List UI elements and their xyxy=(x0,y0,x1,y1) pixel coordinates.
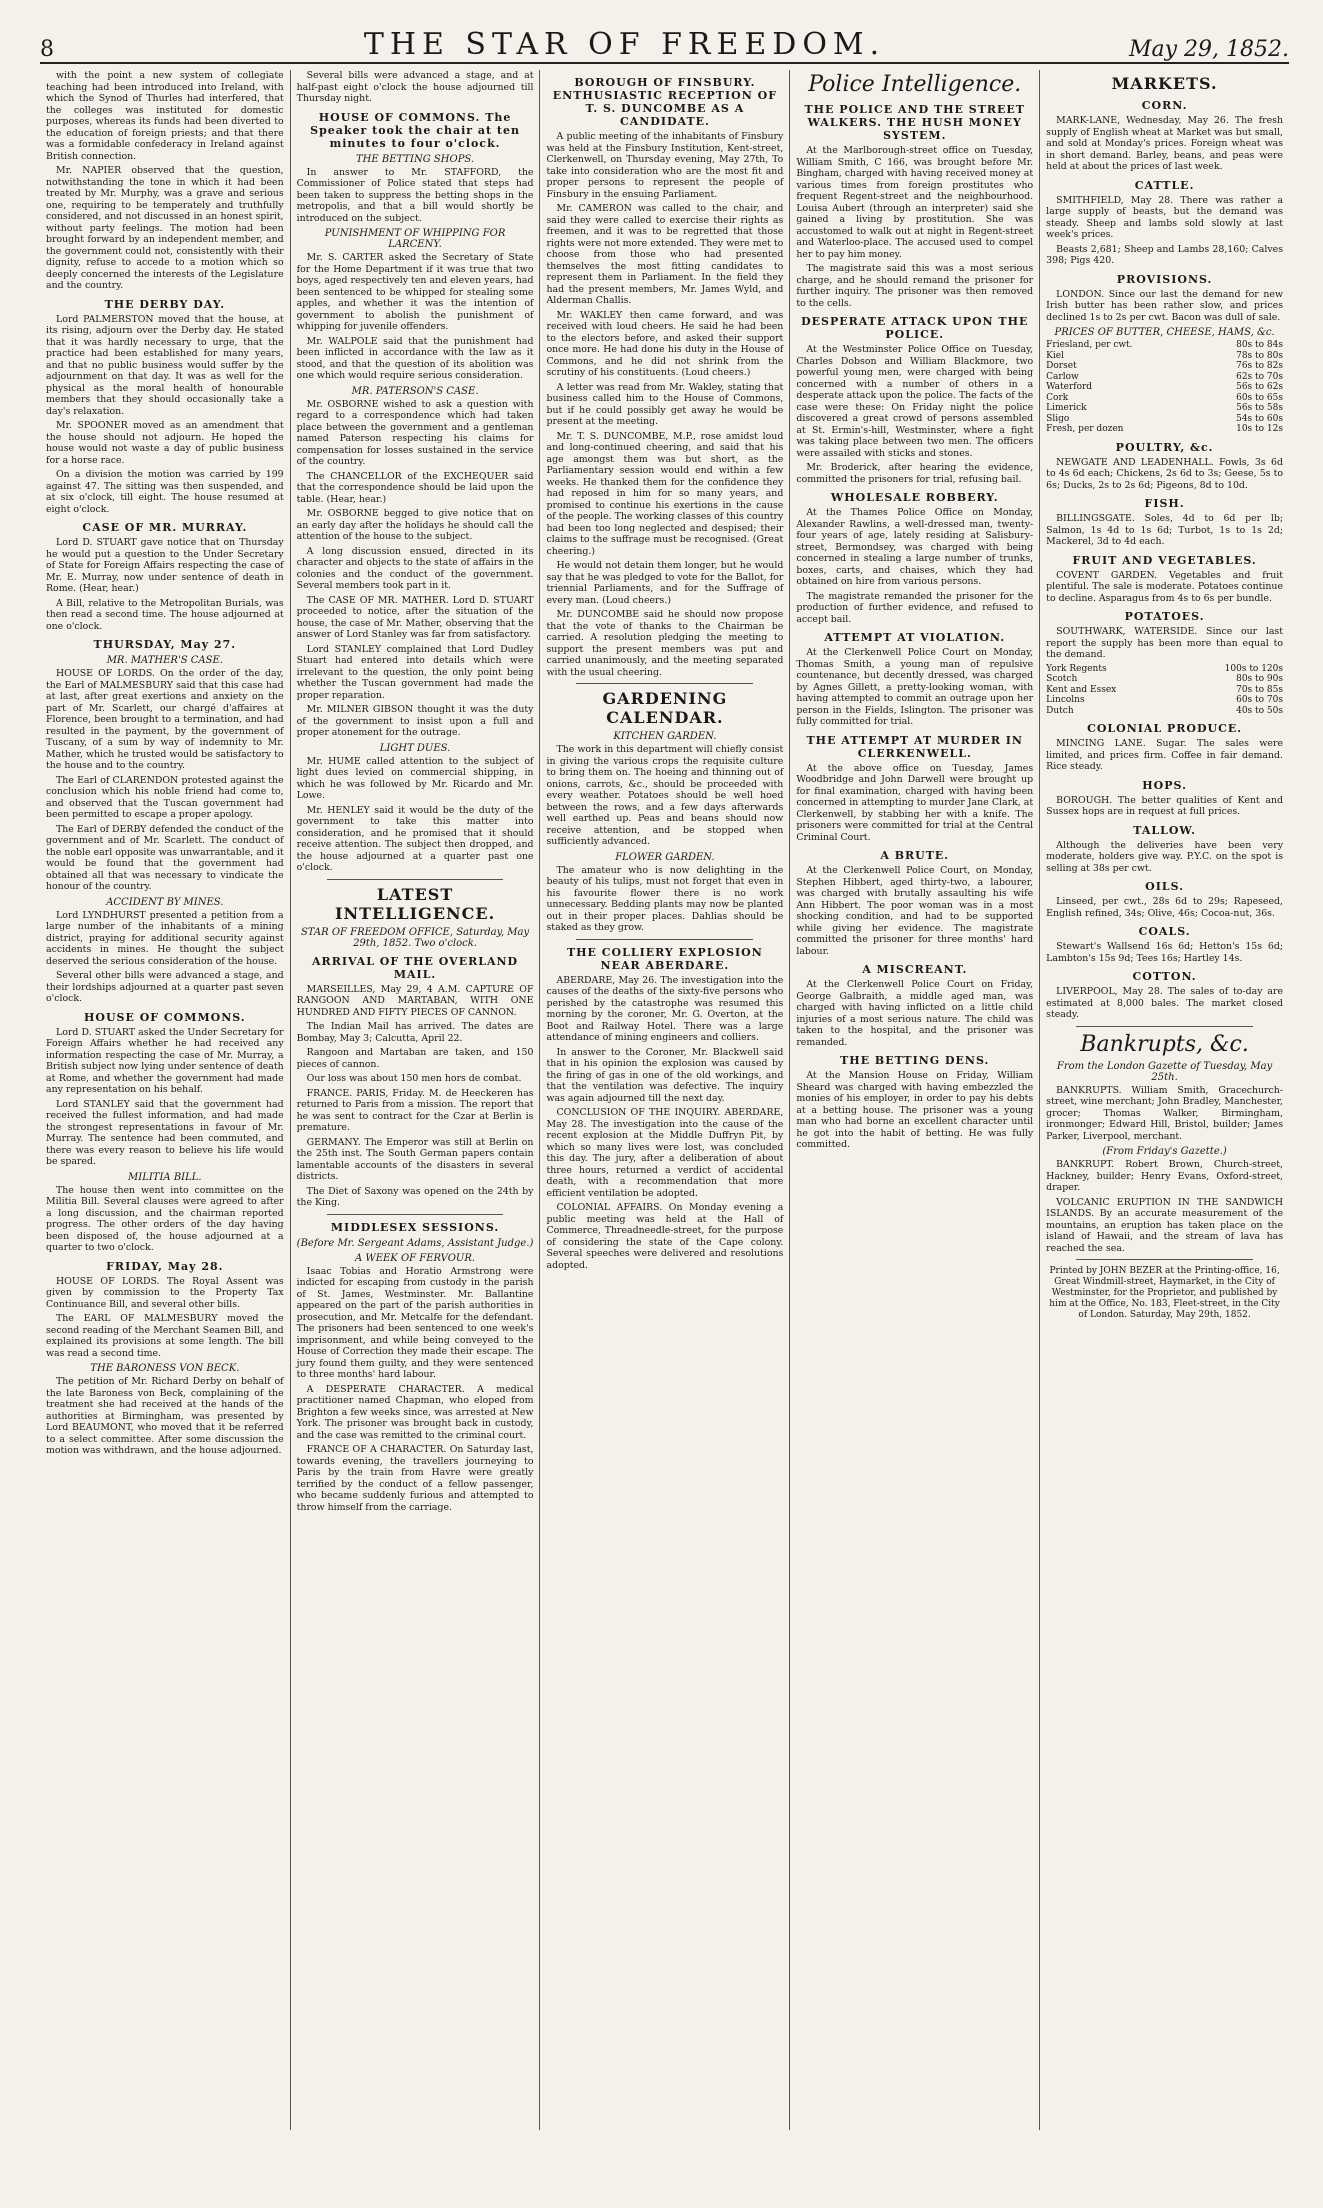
paragraph: The petition of Mr. Richard Derby on behalf of the late Baroness von Beck, complaining of the treatment she had received at the hands of the authorities at Birmingham, was presented by Lord BEAUMONT, who moved that it be referred to a select committee. After some discussion the motion was withdrawn, and the house adjourned. xyxy=(46,1376,284,1456)
price-row: Dorset 76s to 82s xyxy=(1046,361,1284,371)
paragraph: Mr. OSBORNE wished to ask a question with regard to a correspondence which had taken place between the government and a gentleman named Paterson respecting his claims for compensation for losses sustained in the service of the country. xyxy=(296,398,534,467)
column-1 xyxy=(40,70,290,2130)
section-heading: FRUIT AND VEGETABLES. xyxy=(1072,553,1257,567)
section-heading: THE DERBY DAY. xyxy=(104,297,226,311)
paragraph: At the Thames Police Office on Monday, Alexander Rawlins, a well-dressed man, twenty-four years of age, lately residing at Salisbury-street, Bermondsey, was charged with being concerned in stealing a large number of trunks, boxes, carts, and chaises, which they had obtained on hire from various persons. xyxy=(796,507,1034,587)
paragraph: BANKRUPT. Robert Brown, Church-street, Hackney, builder; Henry Evans, Oxford-street, draper. xyxy=(1046,1159,1284,1193)
paragraph: The Earl of CLARENDON protested against the conclusion which his noble friend had come to, and observed that the Tuscan government had been permitted to escape a proper apology. xyxy=(46,774,284,820)
section-heading: COTTON. xyxy=(1132,970,1197,983)
section-heading: COLONIAL PRODUCE. xyxy=(1087,722,1243,735)
paragraph: At the Mansion House on Friday, William Sheard was charged with having embezzled the monies of his employer, in order to pay his debts at a betting house. The prisoner was a young man who had borne an excellent character until he got into the habit of betting. He was fully committed. xyxy=(796,1070,1034,1150)
paragraph: Mr. SPOONER moved as an amendment that the house should not adjourn. He hoped the house would not waste a day of public business for a horse race. xyxy=(46,420,284,466)
section-heading: COALS. xyxy=(1138,925,1191,938)
paragraph: GERMANY. The Emperor was still at Berlin on the 25th inst. The South German papers contain lamentable accounts of the disasters in several districts. xyxy=(296,1136,534,1182)
section-heading: POTATOES. xyxy=(1124,610,1205,623)
paragraph: Mr. DUNCOMBE said he should now propose that the vote of thanks to the Chairman be carried. A resolution pledging the meeting to support the present members was put and carried unanimously, and the meeting separated with the usual cheering. xyxy=(546,609,784,678)
section-heading: HOUSE OF COMMONS. xyxy=(83,1010,246,1024)
paragraph: HOUSE OF LORDS. On the order of the day, the Earl of MALMESBURY said that this case had at last, after great exertions and anxiety on the part of Mr. Scarlett, our chargé d'affaires at Florence, been brought to a termination, and had resulted in the payment, by the government of Tuscany, of a sum by way of indemnity to Mr. Mather, which he trusted would be satisfactory to the house and to the country. xyxy=(46,668,284,771)
paragraph: At the Marlborough-street office on Tuesday, William Smith, C 166, was brought before Mr. Bingham, charged with having received money at various times from foreign prostitutes who frequent Regent-street and the neighbourhood. Louisa Aubert (through an interpreter) said she gained a living by prostitution. She was accustomed to walk out at night in Regent-street and Waterloo-place. The accused used to compel her to pay him money. xyxy=(796,145,1034,260)
paragraph: He would not detain them longer, but he would say that he was pledged to vote for the Ballot, for triennial Parliaments, and for the Suffrage of every man. (Loud cheers.) xyxy=(546,560,784,606)
paragraph: The Diet of Saxony was opened on the 24th by the King. xyxy=(296,1185,534,1208)
paragraph: Mr. S. CARTER asked the Secretary of State for the Home Department if it was true that two boys, aged respectively ten and eleven years, had been sentenced to be whipped for stealing some apples, and whether it was the intention of government to abolish the punishment of whipping for juvenile offenders. xyxy=(296,252,534,332)
paragraph: Although the deliveries have been very moderate, holders give way. P.Y.C. on the spot is selling at 38s per cwt. xyxy=(1046,839,1284,874)
paragraph: MARSEILLES, May 29, 4 A.M. CAPTURE OF RANGOON AND MARTABAN, WITH ONE HUNDRED AND FIFTY PIECES OF CANNON. xyxy=(296,983,534,1018)
paragraph: The magistrate remanded the prisoner for the production of further evidence, and refused to accept bail. xyxy=(796,590,1034,625)
paragraph: Lord PALMERSTON moved that the house, at its rising, adjourn over the Derby day. He stated that it was hardly necessary to urge, that the practice had been established for many years, and that no public business would suffer by the adjournment on that day. It was as well for the physical as the moral health of honourable members that they should occasionally take a day's relaxation. xyxy=(46,313,284,417)
section-heading: HOUSE OF COMMONS. The Speaker took the chair at ten minutes to four o'clock. xyxy=(310,110,520,150)
section-title: Police Intelligence. xyxy=(808,72,1022,97)
divider xyxy=(327,879,504,880)
section-heading: ATTEMPT AT VIOLATION. xyxy=(824,631,1006,644)
paragraph: The Indian Mail has arrived. The dates are Bombay, May 3; Calcutta, April 22. xyxy=(296,1021,534,1044)
paragraph: At the Clerkenwell Police Court, on Monday, Stephen Hibbert, aged thirty-two, a labourer, was charged with brutally assaulting his wife Ann Hibbert. The poor woman was in a most shocking condition, and had to be supported while giving her evidence. The magistrate committed the prisoner for three months' hard labour. xyxy=(796,865,1034,957)
paragraph: The amateur who is now delighting in the beauty of his tulips, must not forget that even in his favourite flower there is no work unnecessary. Bedding plants may now be planted out in their proper places. Dahlias should be staked as they grow. xyxy=(546,864,784,933)
paragraph: Linseed, per cwt., 28s 6d to 29s; Rapeseed, English refined, 34s; Olive, 46s; Cocoa-nut, 36s. xyxy=(1046,896,1284,919)
divider xyxy=(576,939,753,940)
paragraph: BILLINGSGATE. Soles, 4d to 6d per lb; Salmon, 1s 4d to 1s 6d; Turbot, 1s to 1s 2d; Mackerel, 3d to 4d each. xyxy=(1046,513,1284,547)
newspaper-title: THE STAR OF FREEDOM. xyxy=(363,27,886,62)
paragraph: At the Clerkenwell Police Court on Monday, Thomas Smith, a young man of repulsive countenance, but decently dressed, was charged by Agnes Gillett, a pretty-looking woman, with having attempted to commit an outrage upon her person in the Fields, Islington. The prisoner was fully committed for trial. xyxy=(796,647,1034,727)
section-title: GARDENING CALENDAR. xyxy=(602,689,728,727)
paragraph: Stewart's Wallsend 16s 6d; Hetton's 15s 6d; Lambton's 15s 9d; Tees 16s; Hartley 14s. xyxy=(1046,941,1284,964)
sub-heading: LIGHT DUES. xyxy=(379,742,451,754)
masthead xyxy=(40,22,1289,64)
section-title: MARKETS. xyxy=(1111,74,1218,93)
paragraph: Mr. HENLEY said it would be the duty of the government to take this matter into consideration, and he promised that it should receive attention. The subject then dropped, and the house adjourned at a quarter past one o'clock. xyxy=(296,804,534,873)
paragraph: MARK-LANE, Wednesday, May 26. The fresh supply of English wheat at Market was but small, and sold at Monday's prices. Foreign wheat was in short demand. Barley, beans, and peas were held at about the prices of last week. xyxy=(1046,115,1284,172)
paragraph: BANKRUPTS. William Smith, Gracechurch-street, wine merchant; John Bradley, Manchester, grocer; Thomas Walker, Birmingham, ironmonger; Edward Hill, Bristol, builder; James Parker, Liverpool, merchant. xyxy=(1046,1084,1284,1142)
price-row: Friesland, per cwt. 80s to 84s xyxy=(1046,340,1284,350)
column-5 xyxy=(1039,70,1289,2130)
paragraph: Isaac Tobias and Horatio Armstrong were indicted for escaping from custody in the parish of St. James, Westminster. Mr. Ballantine appeared on the part of the parish authorities in prosecution, and Mr. Metcalfe for the defendant. The prisoners had been sentenced to one week's imprisonment, and while being conveyed to the House of Correction they made their escape. The jury found them guilty, and they were sentenced to three months' hard labour. xyxy=(296,1265,534,1380)
section-heading: FRIDAY, May 28. xyxy=(106,1259,224,1273)
paragraph: At the Westminster Police Office on Tuesday, Charles Dobson and William Blackmore, two powerful young men, were charged with being concerned with a number of others in a desperate attack upon the police. The facts of the case were these: On Friday night the police discovered a great crowd of persons assembled at St. Ermin's-hill, Westminster, where a fight was taking place between two men. The officers were assailed with sticks and stones. xyxy=(796,344,1034,459)
paragraph: A public meeting of the inhabitants of Finsbury was held at the Finsbury Institution, Kent-street, Clerkenwell, on Thursday evening, May 27th, To take into consideration who are the most fit and proper persons to represent the people of Finsbury in the ensuing Parliament. xyxy=(546,131,784,200)
column-4 xyxy=(789,70,1039,2130)
price-row: York Regents 100s to 120s xyxy=(1046,663,1284,674)
sub-heading: MILITIA BILL. xyxy=(128,1171,202,1183)
paragraph: Several bills were advanced a stage, and at half-past eight o'clock the house adjourned till Thursday night. xyxy=(296,70,534,104)
price-row: Carlow 62s to 70s xyxy=(1046,371,1284,382)
section-heading: PROVISIONS. xyxy=(1116,272,1213,286)
paragraph: Mr. WAKLEY then came forward, and was received with loud cheers. He said he had been to the electors before, and asked their support once more. He had done his duty in the House of Commons, and he did not shrink from the scrutiny of his constituents. (Loud cheers.) xyxy=(546,309,784,378)
column-3 xyxy=(539,70,789,2130)
paragraph: A Bill, relative to the Metropolitan Burials, was then read a second time. The house adjourned at one o'clock. xyxy=(46,597,284,632)
section-heading: FISH. xyxy=(1144,497,1185,510)
paragraph: The magistrate said this was a most serious charge, and he should remand the prisoner for further inquiry. The prisoner was then removed to the cells. xyxy=(796,263,1034,309)
sub-heading: MR. PATERSON'S CASE. xyxy=(351,385,479,397)
printer-imprint: Printed by JOHN BEZER at the Printing-office, 16, Great Windmill-street, Haymarket, in the City of Westminster, for the Proprietor, and published by him at the Office, No. 183, Fleet-street, in the City of London. Saturday, May 29th, 1852. xyxy=(1049,1266,1280,1320)
paragraph: In answer to Mr. STAFFORD, the Commissioner of Police stated that steps had been taken to suppress the betting shops in the metropolis, and that a bill would shortly be introduced on the subject. xyxy=(296,166,534,224)
section-title: Bankrupts, &c. xyxy=(1080,1031,1249,1057)
section-heading: OILS. xyxy=(1145,880,1185,893)
paragraph: Mr. NAPIER observed that the question, notwithstanding the tone in which it had been treated by Mr. Murphy, was a grave and serious one, requiring to be temperately and truthfully considered, and not discussed in an honest spirit, without party feelings. The motion had been brought forward by an independent member, and the government could not, consistently with their dignity, refuse to accede to a motion which so deeply concerned the interests of the Legislature and the country. xyxy=(46,165,284,291)
paragraph: NEWGATE AND LEADENHALL. Fowls, 3s 6d to 4s 6d each; Chickens, 2s 6d to 3s; Geese, 5s to 6s; Ducks, 2s to 2s 6d; Pigeons, 8d to 10d. xyxy=(1046,456,1284,491)
section-heading: THURSDAY, May 27. xyxy=(93,638,237,651)
paragraph: A DESPERATE CHARACTER. A medical practitioner named Chapman, who eloped from Brighton a few weeks since, was arrested at New York. The prisoner was brought back in custody, and the case was remitted to the criminal court. xyxy=(296,1383,534,1441)
column-2 xyxy=(290,70,540,2130)
sub-heading: PUNISHMENT OF WHIPPING FOR LARCENY. xyxy=(324,228,506,250)
paragraph: In answer to the Coroner, Mr. Blackwell said that in his opinion the explosion was caused by the firing of gas in one of the old workings, and that the ventilation was defective. The inquiry was again adjourned till the next day. xyxy=(546,1046,784,1104)
price-row: Fresh, per dozen 10s to 12s xyxy=(1046,424,1284,434)
paragraph: COLONIAL AFFAIRS. On Monday evening a public meeting was held at the Hall of Commerce, Threadneedle-street, for the purpose of considering the state of the Cape colony. Several speeches were delivered and resolutions adopted. xyxy=(546,1202,784,1271)
price-row: Sligo 54s to 60s xyxy=(1046,413,1284,424)
paragraph: ABERDARE, May 26. The investigation into the causes of the deaths of the sixty-five persons who perished by the catastrophe was resumed this morning by the coroner, Mr. G. Overton, at the Boot and Railway Hotel. There was a large attendance of mining engineers and colliers. xyxy=(546,974,784,1043)
price-row: Scotch 80s to 90s xyxy=(1046,674,1284,684)
section-heading: THE POLICE AND THE STREET WALKERS. THE HUSH MONEY SYSTEM. xyxy=(804,103,1025,142)
paragraph: LIVERPOOL, May 28. The sales of to-day are estimated at 8,000 bales. The market closed steady. xyxy=(1046,986,1284,1020)
paragraph: Lord LYNDHURST presented a petition from a large number of the inhabitants of a mining district, praying for additional security against accidents in mines. He thought the subject deserved the serious consideration of the house. xyxy=(46,909,284,967)
sub-heading: PRICES OF BUTTER, CHEESE, HAMS, &c. xyxy=(1054,327,1275,338)
price-row: Limerick 56s to 58s xyxy=(1046,403,1284,413)
paragraph: On a division the motion was carried by 199 against 47. The sitting was then suspended, and at six o'clock, till eight. The house resumed at eight o'clock. xyxy=(46,469,284,515)
paragraph: BOROUGH. The better qualities of Kent and Sussex hops are in request at full prices. xyxy=(1046,794,1284,817)
section-heading: CASE OF MR. MURRAY. xyxy=(82,521,248,534)
potato-list xyxy=(1046,664,1283,717)
sub-heading: (From Friday's Gazette.) xyxy=(1102,1146,1227,1157)
paragraph: At the above office on Tuesday, James Woodbridge and John Darwell were brought up for final examination, charged with having been concerned in attempting to murder Jane Clark, at Clerkenwell, by stabbing her with a knife. The prisoners were committed for trial at the Central Criminal Court. xyxy=(796,762,1034,843)
sub-heading: FLOWER GARDEN. xyxy=(615,851,715,863)
dateline: STAR OF FREEDOM OFFICE, Saturday, May 29th, 1852. Two o'clock. xyxy=(300,926,530,949)
paragraph: Our loss was about 150 men hors de combat. xyxy=(306,1073,522,1084)
paragraph: MINCING LANE. Sugar. The sales were limited, and prices firm. Coffee in fair demand. Rice steady. xyxy=(1046,738,1284,772)
section-heading: A MISCREANT. xyxy=(862,963,968,976)
paragraph: A long discussion ensued, directed in its character and objects to the state of affairs in the colonies and the conduct of the government. Several members took part in it. xyxy=(296,545,534,591)
paragraph: The work in this department will chiefly consist in giving the various crops the requisite culture to bring them on. The hoeing and thinning out of onions, carrots, &c., should be proceeded with every weather. Potatoes should be well hoed between the rows, and a few days afterwards well earthed up. Peas and beans should now receive attention, and be stopped when sufficiently advanced. xyxy=(546,744,784,847)
paragraph: Several other bills were advanced a stage, and their lordships adjourned at a quarter past seven o'clock. xyxy=(46,970,284,1004)
divider xyxy=(1076,1259,1253,1260)
paragraph: Mr. OSBORNE begged to give notice that on an early day after the holidays he should call the attention of the house to the subject. xyxy=(296,508,534,542)
columns xyxy=(40,70,1289,2130)
section-heading: TALLOW. xyxy=(1133,823,1196,837)
section-heading: POULTRY, &c. xyxy=(1115,440,1214,454)
section-heading: CORN. xyxy=(1141,99,1188,112)
section-heading: ARRIVAL OF THE OVERLAND MAIL. xyxy=(312,954,519,981)
paragraph: Mr. HUME called attention to the subject of light dues levied on commercial shipping, in which he was followed by Mr. Ricardo and Mr. Lowe. xyxy=(296,755,534,801)
sub-heading: From the London Gazette of Tuesday, May 25th. xyxy=(1056,1060,1273,1083)
section-heading: CATTLE. xyxy=(1134,178,1195,192)
sub-heading: THE BETTING SHOPS. xyxy=(356,153,475,165)
price-row: Cork 60s to 65s xyxy=(1046,392,1284,403)
price-row: Lincolns 60s to 70s xyxy=(1046,695,1284,705)
paragraph: LONDON. Since our last the demand for new Irish butter has been rather slow, and prices declined 1s to 2s per cwt. Bacon was dull of sale. xyxy=(1046,288,1284,323)
paragraph: Rangoon and Martaban are taken, and 150 pieces of cannon. xyxy=(296,1047,534,1070)
sub-heading: THE BARONESS VON BECK. xyxy=(90,1363,240,1374)
section-heading: WHOLESALE ROBBERY. xyxy=(830,491,999,504)
section-heading: THE BETTING DENS. xyxy=(840,1054,990,1067)
price-row: Kiel 78s to 80s xyxy=(1046,350,1284,361)
section-heading: MIDDLESEX SESSIONS. xyxy=(330,1220,500,1234)
issue-date: May 29, 1852. xyxy=(1128,37,1289,62)
sub-heading: ACCIDENT BY MINES. xyxy=(106,896,224,908)
divider xyxy=(576,683,753,684)
price-list xyxy=(1046,340,1283,435)
paragraph: Mr. MILNER GIBSON thought it was the duty of the government to insist upon a full and proper atonement for the outrage. xyxy=(296,704,534,738)
paragraph: SOUTHWARK, WATERSIDE. Since our last report the supply has been more than equal to the demand. xyxy=(1046,626,1284,660)
section-heading: THE ATTEMPT AT MURDER IN CLERKENWELL. xyxy=(806,733,1023,760)
paragraph: Lord D. STUART gave notice that on Thursday he would put a question to the Under Secretary of State for Foreign Affairs respecting the case of Mr. E. Murray, now under sentence of death in Rome. (Hear, hear.) xyxy=(46,537,284,594)
paragraph: SMITHFIELD, May 28. There was rather a large supply of beasts, but the demand was steady. Sheep and lambs sold slowly at last week's prices. xyxy=(1046,194,1284,240)
paragraph: CONCLUSION OF THE INQUIRY. ABERDARE, May 28. The investigation into the cause of the recent explosion at the Middle Duffryn Pit, by which so many lives were lost, was concluded this day. The jury, after a deliberation of about three hours, returned a verdict of accidental death, with a recommendation that more efficient ventilation be adopted. xyxy=(546,1107,784,1199)
section-heading: THE COLLIERY EXPLOSION NEAR ABERDARE. xyxy=(566,945,763,972)
section-heading: A BRUTE. xyxy=(880,849,950,862)
paragraph: Mr. Broderick, after hearing the evidence, committed the prisoners for trial, refusing bail. xyxy=(796,462,1034,485)
price-row: Dutch 40s to 50s xyxy=(1046,705,1284,716)
paragraph: VOLCANIC ERUPTION IN THE SANDWICH ISLANDS. By an accurate measurement of the mountains, an eruption has taken place on the island of Hawaii, and the stream of lava has reached the sea. xyxy=(1046,1196,1284,1254)
section-title: LATEST INTELLIGENCE. xyxy=(334,884,496,923)
paragraph: FRANCE. PARIS, Friday. M. de Heeckeren has returned to Paris from a mission. The report that he was sent to contract for the Czar at Berlin is premature. xyxy=(296,1087,534,1133)
price-row: Waterford 56s to 62s xyxy=(1046,382,1284,392)
sub-heading: MR. MATHER'S CASE. xyxy=(106,655,223,666)
paragraph: The EARL OF MALMESBURY moved the second reading of the Merchant Seamen Bill, and explained its provisions at some length. The bill was read a second time. xyxy=(46,1313,284,1359)
paragraph: The house then went into committee on the Militia Bill. Several clauses were agreed to after a long discussion, and the chairman reported progress. The other orders of the day having been disposed of, the house adjourned at a quarter to two o'clock. xyxy=(46,1184,284,1253)
divider xyxy=(1076,1026,1253,1027)
paragraph: Mr. T. S. DUNCOMBE, M.P., rose amidst loud and long-continued cheering, and said that his age amongst them was but short, as the Parliamentary session would end within a few weeks. He thanked them for the confidence they had reposed in him for so many years, and promised to continue his exertions in the cause of the people. The working classes of this country had been too long neglected and despised; their claims to the suffrage must be recognised. (Great cheering.) xyxy=(546,430,784,557)
sub-heading: A WEEK OF FERVOUR. xyxy=(355,1252,476,1264)
paragraph: At the Clerkenwell Police Court on Friday, George Galbraith, a middle aged man, was charged with having inflicted on a little child injuries of a most serious nature. The child was taken to the hospital, and the prisoner was remanded. xyxy=(796,979,1034,1048)
paragraph: Lord STANLEY said that the government had received the fullest information, and had made the strongest representations in favour of Mr. Murray. The sentence had been commuted, and there was every reason to believe his life would be spared. xyxy=(46,1098,284,1167)
paragraph: The Earl of DERBY defended the conduct of the government and of Mr. Scarlett. The conduct of the noble earl opposite was unwarrantable, and it would be found that the government had obtained all that was necessary to vindicate the honour of the country. xyxy=(46,823,284,892)
divider xyxy=(327,1214,504,1215)
paragraph: A letter was read from Mr. Wakley, stating that business called him to the House of Commons, but if he could possibly get away he would be present at the meeting. xyxy=(546,381,784,427)
paragraph: The CASE OF MR. MATHER. Lord D. STUART proceeded to notice, after the situation of the house, the case of Mr. Mather, observing that the answer of Lord Stanley was far from satisfactory. xyxy=(296,594,534,640)
paragraph: Mr. WALPOLE said that the punishment had been inflicted in accordance with the law as it stood, and that the question of its abolition was one which would require serious consideration. xyxy=(296,335,534,381)
paragraph: Beasts 2,681; Sheep and Lambs 28,160; Calves 398; Pigs 420. xyxy=(1046,243,1284,266)
section-heading: HOPS. xyxy=(1142,778,1187,792)
paragraph: with the point a new system of collegiate teaching had been introduced into Ireland, with which the Synod of Thurles had interfered, that the colleges was instituted for domestic purposes, whereas its funds had been diverted to the education of foreign priests; and that there was a formidable confederacy in Ireland against British connection. xyxy=(46,70,284,162)
sub-heading: KITCHEN GARDEN. xyxy=(613,731,717,742)
paragraph: FRANCE OF A CHARACTER. On Saturday last, towards evening, the travellers journeying to Paris by the train from Havre were greatly terrified by the conduct of a fellow passenger, who became suddenly furious and attempted to throw himself from the carriage. xyxy=(296,1444,534,1513)
paragraph: Lord D. STUART asked the Under Secretary for Foreign Affairs whether he had received any information respecting the case of Mr. Murray, a British subject now lying under sentence of death at Rome, and whether the government had made any representation on his behalf. xyxy=(46,1026,284,1095)
price-row: Kent and Essex 70s to 85s xyxy=(1046,684,1284,695)
section-heading: DESPERATE ATTACK UPON THE POLICE. xyxy=(801,315,1029,341)
sub-heading: (Before Mr. Sergeant Adams, Assistant Judge.) xyxy=(296,1237,534,1249)
paragraph: The CHANCELLOR of the EXCHEQUER said that the correspondence should be laid upon the table. (Hear, hear.) xyxy=(296,470,534,505)
page-number: 8 xyxy=(40,37,54,62)
paragraph: COVENT GARDEN. Vegetables and fruit plentiful. The sale is moderate. Potatoes continue to decline. Asparagus from 4s to 6s per bundle. xyxy=(1046,569,1284,604)
paragraph: HOUSE OF LORDS. The Royal Assent was given by commission to the Property Tax Continuance Bill, and several other bills. xyxy=(46,1275,284,1310)
section-heading: BOROUGH OF FINSBURY. ENTHUSIASTIC RECEPTION OF T. S. DUNCOMBE AS A CANDIDATE. xyxy=(552,76,778,128)
paragraph: Lord STANLEY complained that Lord Dudley Stuart had entered into details which were irrelevant to the question, the only point being whether the Tuscan government had made the proper reparation. xyxy=(296,643,534,701)
paragraph: Mr. CAMERON was called to the chair, and said they were called to exercise their rights as freemen, and it was to be regretted that those rights were not more extended. They were met to choose from those who had presented themselves the most fitting candidates to represent them in Parliament. In the field they had the present members, Mr. James Wyld, and Alderman Challis. xyxy=(546,203,784,306)
